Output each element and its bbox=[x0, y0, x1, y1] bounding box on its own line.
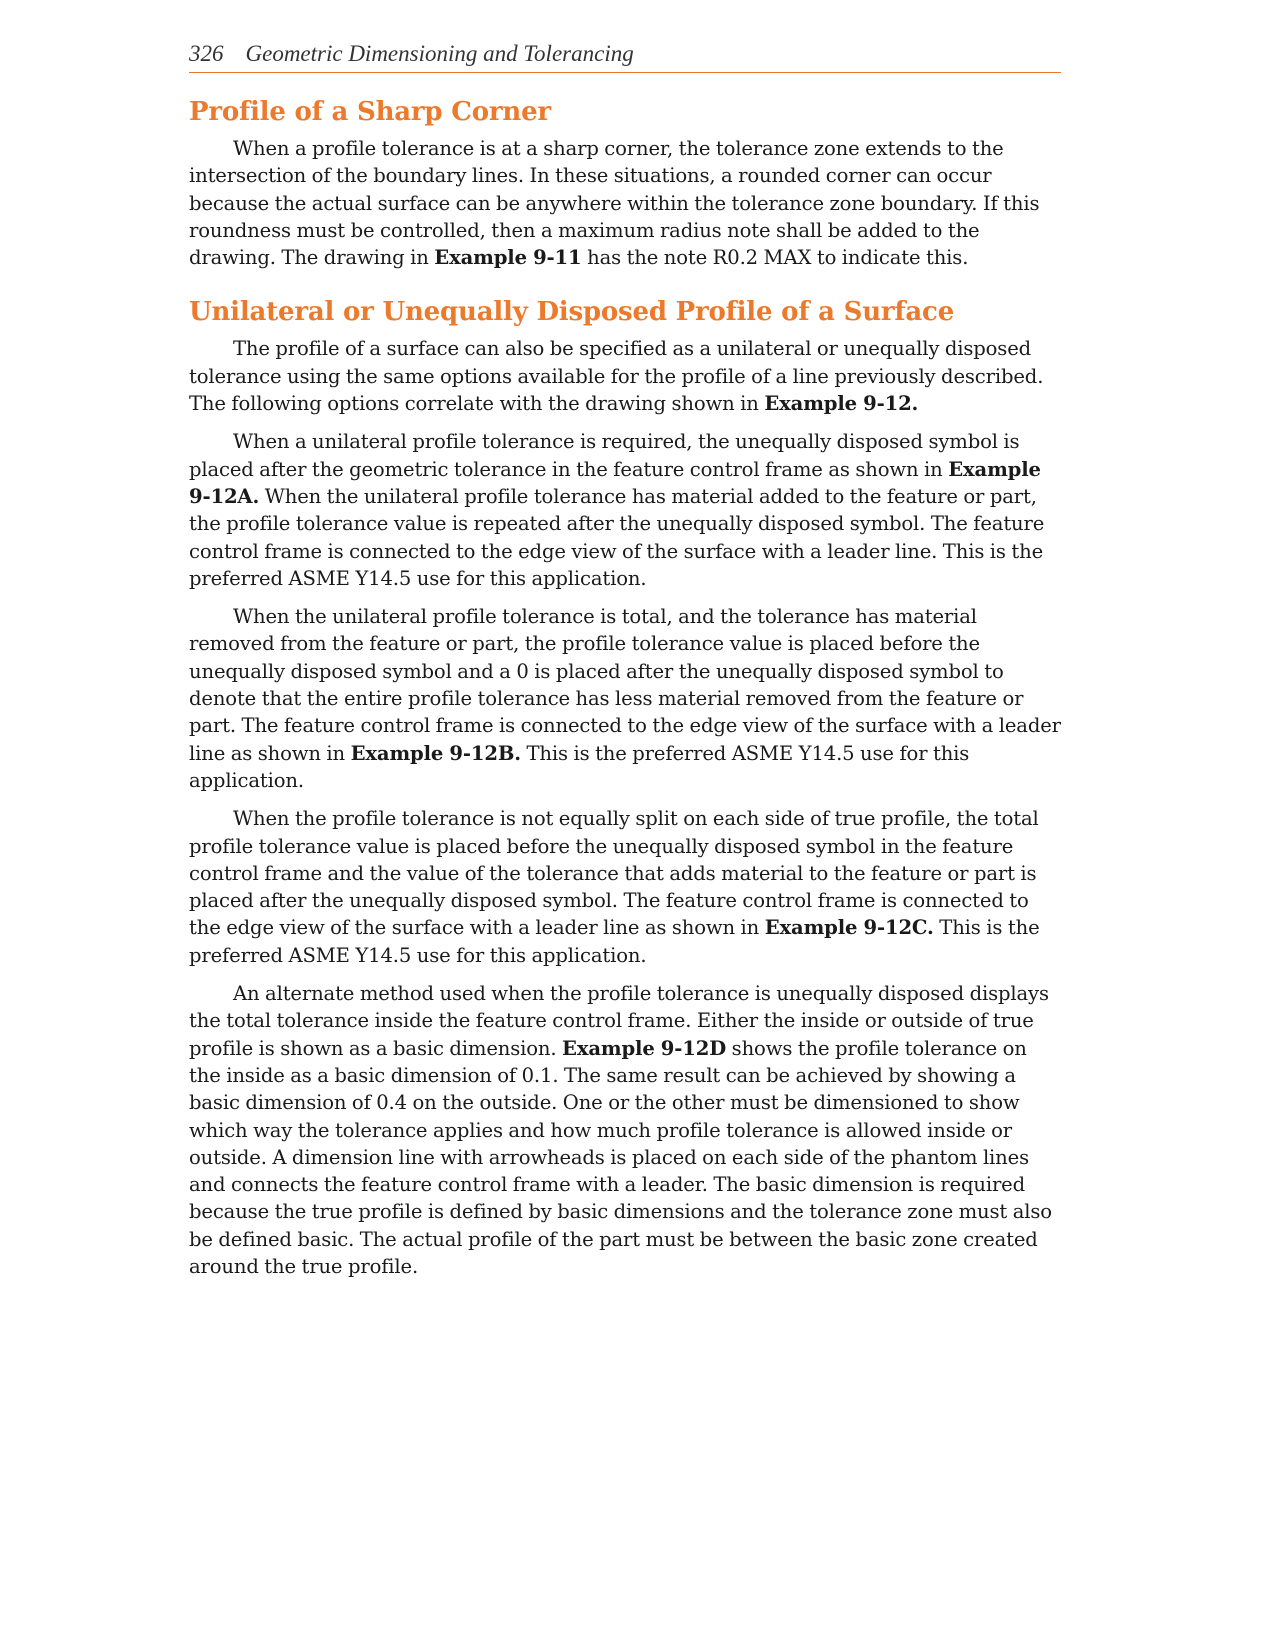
section-heading-sharp-corner: Profile of a Sharp Corner bbox=[189, 97, 551, 127]
example-reference: Example 9-11 bbox=[434, 246, 582, 270]
text-run: When a profile tolerance is at a sharp corner, the tolerance zone extends to the intersection of the boundary lines. In these situations, a rounded corner can occur because the actual surface can be anywhere within the tolerance zone boundary. If this roundness must be controlled, then a maximum radius note shall be added to the drawing. The drawing in bbox=[189, 137, 1040, 270]
example-reference: Example 9-12C. bbox=[764, 916, 934, 940]
example-reference: Example 9-12A. bbox=[189, 457, 1041, 508]
section-body-sharp-corner bbox=[189, 135, 1061, 271]
running-title: Geometric Dimensioning and Tolerancing bbox=[245, 41, 634, 66]
paragraph bbox=[189, 135, 1061, 271]
page-number: 326 bbox=[189, 41, 224, 66]
paragraph bbox=[189, 428, 1061, 592]
text-run: When the unilateral profile tolerance is total, and the tolerance has material removed from the feature or part, the profile tolerance value is placed before the unequally disposed symbol and a 0 is placed after the unequally disposed symbol to denote that the entire profile tolerance has less material removed from the feature or part. The feature control frame is connected to the edge view of the surface with a leader line as shown in bbox=[189, 605, 1061, 765]
example-reference: Example 9-12D bbox=[562, 1036, 727, 1060]
book-page bbox=[189, 40, 1061, 1280]
text-run: The profile of a surface can also be specified as a unilateral or unequally disposed tolerance using the same options available for the profile of a line previously described. The following options correlate with the drawing shown in bbox=[189, 337, 1044, 416]
text-run: An alternate method used when the profile tolerance is unequally disposed displays the total tolerance inside the feature control frame. Either the inside or outside of true profile is shown as a basic dimension. bbox=[189, 982, 1049, 1060]
text-run: When the profile tolerance is not equally split on each side of true profile, the total profile tolerance value is placed before the unequally disposed symbol in the feature control frame and the value of the tolerance that adds material to the feature or part is placed after the unequally disposed symbol. The feature control frame is connected to the edge view of the surface with a leader line as shown in bbox=[189, 807, 1039, 940]
paragraph bbox=[189, 980, 1061, 1280]
text-run: has the note R0.2 MAX to indicate this. bbox=[581, 246, 969, 270]
paragraph bbox=[189, 335, 1061, 417]
text-run: This is the preferred ASME Y14.5 use for this application. bbox=[189, 916, 1040, 967]
text-run: When the unilateral profile tolerance has material added to the feature or part, the profile tolerance value is repeated after the unequally disposed symbol. The feature control frame is connected to the edge view of the surface with a leader line. This is the preferred ASME Y14.5 use for this application. bbox=[189, 484, 1045, 590]
section-body-unilateral-profile bbox=[189, 335, 1061, 1280]
example-reference: Example 9-12. bbox=[764, 392, 919, 416]
text-run: This is the preferred ASME Y14.5 use for this application. bbox=[189, 741, 970, 792]
text-run: shows the profile tolerance on the inside as a basic dimension of 0.1. The same result can be achieved by showing a basic dimension of 0.4 on the outside. One or the other must be dimensioned to show which way the tolerance applies and how much profile tolerance is allowed inside or outside. A dimension line with arrowheads is placed on each side of the phantom lines and connects the feature control frame with a leader. The basic dimension is required because the true profile is defined by basic dimensions and the tolerance zone must also be defined basic. The actual profile of the part must be between the basic zone created around the true profile. bbox=[189, 1036, 1052, 1278]
section-heading-unilateral-profile: Unilateral or Unequally Disposed Profile of a Surface bbox=[189, 297, 955, 328]
paragraph bbox=[189, 805, 1061, 969]
paragraph bbox=[189, 603, 1061, 794]
example-reference: Example 9-12B. bbox=[350, 741, 521, 765]
text-run: When a unilateral profile tolerance is required, the unequally disposed symbol is placed after the geometric tolerance in the feature control frame as shown in bbox=[189, 430, 1020, 481]
running-header bbox=[189, 40, 1061, 73]
